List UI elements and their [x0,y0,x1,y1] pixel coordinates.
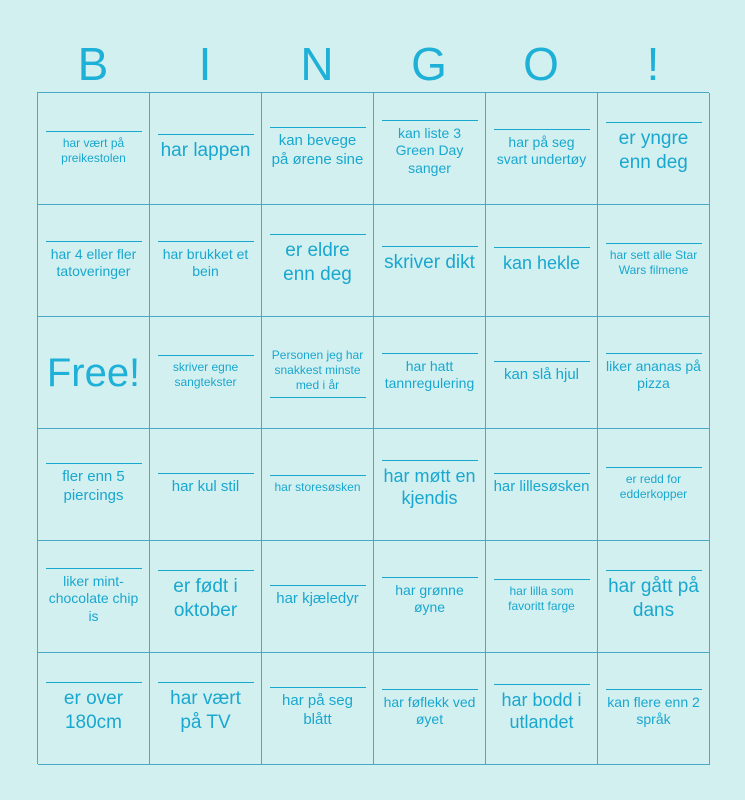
name-blank-line [46,682,142,683]
cell-content [46,682,142,735]
cell-text: har bodd i utlandet [501,689,582,732]
cell-text: har brukket et bein [162,245,249,279]
name-blank-line [270,127,366,128]
cell-text: har storesøsken [274,479,361,494]
bingo-cell[interactable] [150,93,262,205]
cell-text: har kjæledyr [276,589,359,607]
name-blank-line [606,467,702,468]
cell-text: har vært på TV [170,688,241,733]
name-blank-line [382,353,478,354]
cell-text: liker mint-chocolate chip is [48,572,139,624]
name-blank-line [382,246,478,247]
title-letter: B [77,38,109,90]
cell-content [382,689,478,729]
name-blank-line [606,570,702,571]
bingo-cell[interactable] [150,317,262,429]
bingo-cell[interactable] [374,93,486,205]
name-blank-line [382,689,478,690]
cell-text: liker ananas på pizza [606,357,701,391]
name-blank-line [270,687,366,688]
name-blank-line [46,241,142,242]
title-letter: G [411,38,447,90]
bingo-cell[interactable] [374,429,486,541]
cell-content [270,585,366,609]
cell-text: er over 180cm [63,688,124,733]
name-blank-line [46,131,142,132]
bingo-cell[interactable] [374,317,486,429]
bingo-cell[interactable] [486,429,598,541]
cell-text: har vært på preikestolen [61,136,126,165]
cell-text: har grønne øyne [395,581,464,615]
bingo-cell[interactable] [598,93,710,205]
cell-text: Personen jeg har snakkest minste med i år [271,347,364,392]
cell-content [46,348,142,398]
cell-text: kan bevege på ørene sine [271,132,364,168]
cell-content [158,241,254,281]
cell-content [270,687,366,730]
name-blank-line [382,460,478,461]
name-blank-line [494,473,590,474]
cell-content [382,120,478,178]
name-blank-line [46,463,142,464]
title-letter: O [523,38,559,90]
cell-text: har hatt tannregulering [384,357,475,391]
bingo-cell[interactable] [598,653,710,765]
bingo-cell[interactable] [486,93,598,205]
bingo-cell[interactable] [374,541,486,653]
cell-text: har lillesøsken [493,477,590,495]
bingo-cell[interactable] [374,653,486,765]
bingo-cell[interactable] [598,541,710,653]
cell-content [494,361,590,385]
name-blank-line [270,585,366,586]
cell-content [158,682,254,735]
cell-content [606,353,702,393]
name-blank-line [158,241,254,242]
cell-text: har 4 eller fler tatoveringer [50,245,137,279]
cell-text: har kul stil [171,477,240,495]
bingo-cell[interactable] [262,429,374,541]
cell-content [606,467,702,502]
cell-text: er født i oktober [173,576,238,621]
cell-content [382,353,478,393]
name-blank-line [382,120,478,121]
bingo-cell[interactable] [38,541,150,653]
bingo-cell[interactable] [598,429,710,541]
cell-text: har lilla som favoritt farge [508,584,575,613]
name-blank-line [158,355,254,356]
cell-content [158,134,254,163]
name-blank-line [158,134,254,135]
cell-content [494,579,590,614]
cell-text: har på seg svart undertøy [496,133,587,167]
cell-content [382,577,478,617]
cell-text: har sett alle Star Wars filmene [609,248,698,277]
cell-text: har lappen [160,140,251,162]
cell-content [158,570,254,623]
bingo-cell[interactable] [150,541,262,653]
bingo-cell[interactable] [150,429,262,541]
cell-content [606,122,702,175]
name-blank-line [494,129,590,130]
cell-content [494,129,590,169]
bingo-cell[interactable] [598,205,710,317]
cell-content [494,684,590,734]
bingo-cell[interactable] [486,653,598,765]
cell-text: har møtt en kjendis [383,465,476,508]
cell-content [270,348,366,398]
name-blank-line [158,682,254,683]
cell-text: kan liste 3 Green Day sanger [395,124,464,176]
cell-content [46,568,142,626]
cell-text: har føflekk ved øyet [383,693,476,727]
cell-content [606,689,702,729]
name-blank-line [270,475,366,476]
name-blank-line [158,473,254,474]
bingo-cell[interactable] [262,205,374,317]
bingo-cell[interactable] [262,653,374,765]
name-blank-line [606,243,702,244]
cell-text: er eldre enn deg [283,240,352,285]
cell-text: skriver egne sangtekster [172,360,239,389]
cell-text: kan hekle [502,252,581,273]
name-blank-line [494,361,590,362]
cell-content [270,475,366,495]
name-blank-line [606,353,702,354]
bingo-cell[interactable] [486,541,598,653]
free-space[interactable] [38,317,150,429]
cell-content [494,473,590,497]
cell-text: er redd for edderkopper [619,472,688,501]
name-blank-line [606,122,702,123]
bingo-cell[interactable] [262,317,374,429]
bingo-cell[interactable] [486,317,598,429]
bingo-cell[interactable] [38,205,150,317]
name-blank-line [46,568,142,569]
title-letter: I [198,38,212,90]
cell-content [46,463,142,506]
name-blank-line [270,234,366,235]
cell-content [606,243,702,278]
free-label: Free! [46,350,141,395]
cell-content [494,247,590,275]
cell-content [270,234,366,287]
cell-content [606,570,702,623]
bingo-cell[interactable] [150,205,262,317]
bingo-cell[interactable] [262,541,374,653]
bingo-cell[interactable] [38,653,150,765]
bingo-cell[interactable] [262,93,374,205]
bingo-board [37,92,709,764]
bingo-cell[interactable] [150,653,262,765]
cell-text: har på seg blått [282,692,353,728]
cell-content [382,460,478,510]
bingo-cell[interactable] [374,205,486,317]
name-blank-line [494,684,590,685]
name-blank-line [494,247,590,248]
name-blank-line [158,570,254,571]
title-letter: N [300,38,334,90]
bingo-cell[interactable] [38,93,150,205]
cell-text: kan slå hjul [503,365,580,383]
name-blank-line [606,689,702,690]
cell-content [158,473,254,497]
name-blank-line [494,579,590,580]
cell-content [46,131,142,166]
bingo-cell[interactable] [38,429,150,541]
cell-text: skriver dikt [384,252,475,274]
bingo-cell[interactable] [486,205,598,317]
cell-text: fler enn 5 piercings [62,468,125,504]
cell-text: er yngre enn deg [618,128,689,173]
cell-content [158,355,254,390]
cell-content [382,246,478,275]
name-blank-line [382,577,478,578]
bingo-title [37,36,709,92]
cell-content [270,127,366,170]
cell-text: kan flere enn 2 språk [607,693,700,727]
cell-content [46,241,142,281]
name-blank-line [270,397,366,398]
cell-text: har gått på dans [608,576,699,621]
bingo-cell[interactable] [598,317,710,429]
title-letter: ! [646,38,660,90]
